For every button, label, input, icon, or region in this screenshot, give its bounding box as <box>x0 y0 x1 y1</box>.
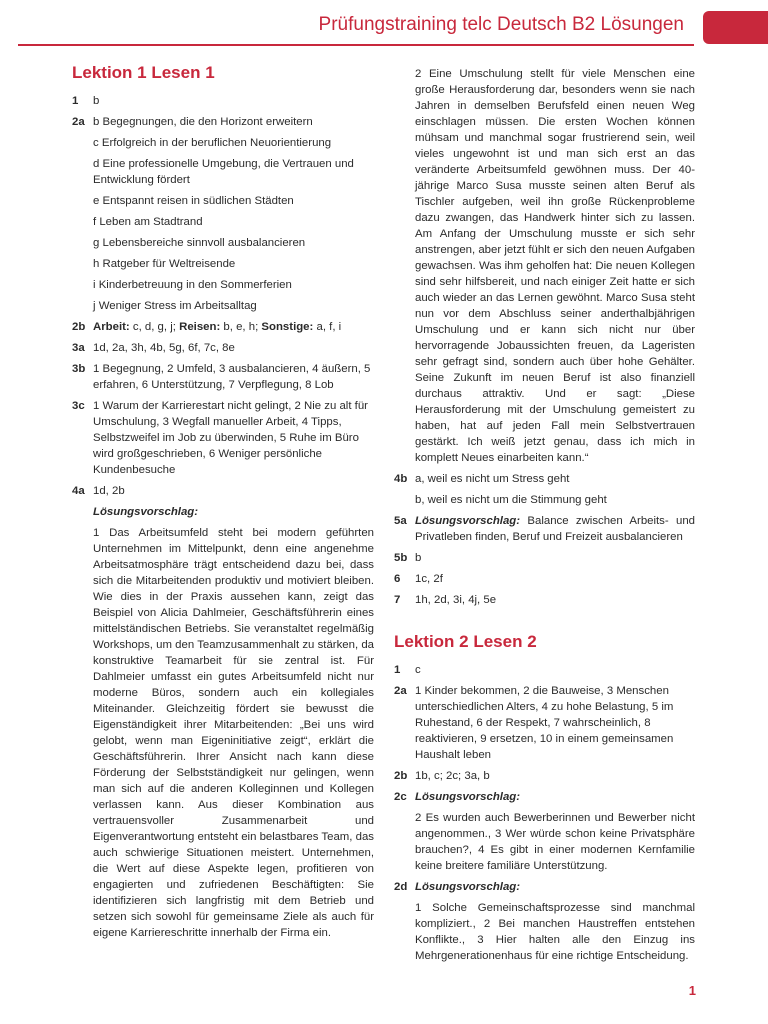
category-answer-sonstige: a, f, i <box>313 321 342 333</box>
exercise-number: 2a <box>72 116 85 128</box>
answer-2a-h: h Ratgeber für Weltreisende <box>93 258 236 270</box>
answer-text: 1 Warum der Karrierestart nicht gelingt, 2 Nie zu alt für Umschulung, 3 Wegfall manueller Arbeit, 4 Tipps, Selbstzweifel im Job zu überwinden, 5 Ruhe im Büro wird großgeschrieben, 6 Weniger persönliche Kundenbesuche <box>93 400 368 476</box>
answer-2a-b: b Begegnungen, die den Horizont erweitern <box>93 116 313 128</box>
page-header-title: Prüfungstraining telc Deutsch B2 Lösungen <box>318 14 684 35</box>
exercise-number: 2c <box>394 791 407 803</box>
exercise-number: 2b <box>394 770 408 782</box>
answer-text: c <box>415 664 421 676</box>
exercise-number: 1 <box>72 95 79 107</box>
answer-2a-i: i Kinderbetreuung in den Sommerferien <box>93 279 292 291</box>
answer-2a-f: f Leben am Stadtrand <box>93 216 203 228</box>
exercise-number: 2d <box>394 881 408 893</box>
category-answer-reisen: b, e, h; <box>220 321 262 333</box>
category-label-sonstige: Sonstige: <box>261 321 314 333</box>
answer-3b <box>72 361 374 393</box>
header-accent-tab <box>703 11 768 44</box>
answer-4b-b: b, weil es nicht um die Stimmung geht <box>415 494 607 506</box>
section-spacer <box>394 613 695 631</box>
header-divider <box>18 44 694 46</box>
exercise-number: 1 <box>394 664 401 676</box>
answer-3c <box>72 398 374 478</box>
answer-2a <box>72 114 374 314</box>
exercise-number: 3c <box>72 400 85 412</box>
answer-text: 1c, 2f <box>415 573 443 585</box>
answer-text: b <box>93 95 100 107</box>
solution-label: Lösungsvorschlag: <box>93 506 199 518</box>
answer-text: b <box>415 552 422 564</box>
answer-l2-2a <box>394 683 695 763</box>
left-column <box>72 62 374 946</box>
answer-7 <box>394 592 695 608</box>
category-answer-arbeit: c, d, g, j; <box>129 321 180 333</box>
answer-text: 1 Begegnung, 2 Umfeld, 3 ausbalancieren, 4 äußern, 5 erfahren, 6 Unterstützung, 7 Verpflegung, 8 Lob <box>93 363 371 391</box>
answer-l2-2b <box>394 768 695 784</box>
exercise-number: 2a <box>394 685 407 697</box>
lesson-1-title: Lektion 1 Lesen 1 <box>72 63 215 82</box>
exercise-number: 3b <box>72 363 86 375</box>
page-number: 1 <box>688 983 696 998</box>
solution-label: Lösungsvorschlag: <box>415 881 521 893</box>
exercise-number: 5a <box>394 515 407 527</box>
exercise-number: 6 <box>394 573 401 585</box>
solution-paragraph: 2 Es wurden auch Bewerberinnen und Bewerber nicht angenommen., 3 Wer würde schon keine Privatsphäre brauchen?, 4 Es gibt in einer modernen Kernfamilie keine breitere familiäre Unterstützung. <box>415 812 695 872</box>
answer-4b <box>394 471 695 508</box>
answer-l2-2d <box>394 879 695 964</box>
exercise-number: 4b <box>394 473 408 485</box>
answer-2a-d: d Eine professionelle Umgebung, die Vertrauen und Entwicklung fördert <box>93 158 354 186</box>
answer-4a <box>72 483 374 941</box>
answer-text: 1h, 2d, 3i, 4j, 5e <box>415 594 497 606</box>
solution-label: Lösungsvorschlag: <box>415 515 521 527</box>
answer-l2-1 <box>394 662 695 678</box>
answer-2b <box>72 319 374 335</box>
answer-l2-2c <box>394 789 695 874</box>
answer-6 <box>394 571 695 587</box>
answer-5a <box>394 513 695 545</box>
answer-1 <box>72 93 374 109</box>
solution-paragraph-2: 2 Eine Umschulung stellt für viele Menschen eine große Herausforderung dar, besonders wenn sie nach Jahren in demselben Berufsfeld einen neuen Weg einschlagen müssen. Die ersten Wochen können mühsam und manchmal sogar frustrierend sein, weil vieles ungewohnt ist und man sich erst an das veränderte Arbeitsumfeld gewöhnen muss. Der 40-jährige Marco Susa musste seinen alten Beruf als Tischler aufgeben, weil ihn große Rückenprobleme dazu zwangen, das Handwerk hinter sich zu lassen. Am Anfang der Umschulung musste er sich sehr anstrengen, aber jetzt fühlt er sich den neuen Aufgaben gewachsen. Was ihm geholfen hat: Die neuen Kollegen sind sehr hilfsbereit, und nach einiger Zeit hatte er sich auch wieder an das Lernen gewöhnt. Marco Susa steht nun vor dem Abschluss seiner anderthalbjährigen Umschulung und er kann sich nicht nur über hervorragende Jobaussichten freuen, da Lageristen sehr gefragt sind, sondern auch über hohe Gehälter. Seine Zukunft im neuen Beruf ist also finanziell durchaus attraktiv. Und er sagt: „Diese Herausforderung mit der Umschulung gemeistert zu haben, hat auf jeden Fall mein Selbstvertrauen gestärkt. Ich weiß jetzt genau, dass ich mich in komplett Neues einarbeiten kann.“ <box>415 68 695 464</box>
solution-paragraph-1: 1 Das Arbeitsumfeld steht bei modern geführten Unternehmen im Mittelpunkt, denn eine angenehme Arbeitsatmosphäre trägt entscheidend dazu bei, dass sich die Mitarbeitenden produktiv und motiviert bleiben. Wie dies in der Praxis aussehen kann, zeigt das Beispiel von Alicia Dahlmeier, Geschäftsführerin eines mittelständischen Betriebs. Sie veranstaltet regelmäßig Workshops, um den Teamzusammenhalt zu stärken, da konstruktive Teamarbeit für sie zentral ist. Für Dahlmeier umfasst ein gutes Arbeitsumfeld nicht nur moderne Büros, sondern auch ein kollegiales Miteinander. Gleichzeitig fördert sie bewusst die Eigenständigkeit ihrer Mitarbeitenden: „Bei uns wird gelobt, wenn man Eigeninitiative zeigt“, erklärt die Geschäftsführerin. Ihrer Ansicht nach kann diese Förderung der Selbstständigkeit nur gelingen, wenn man sich auf die anderen Kolleginnen und Kollegen verlassen kann. Aus dieser Kombination aus vertrauensvoller Zusammenarbeit und Eigenverantwortung entsteht ein belastbares Team, das auch schwierige Situationen meistert. Unternehmen, die Wert auf diese Aspekte legen, profitieren von engagierten und zufriedenen Beschäftigten: Sie identifizieren sich langfristig mit dem Betrieb und setzen sich sowohl für gemeinsame Ziele als auch für eigene Karriereschritte innerhalb der Firma ein. <box>93 527 374 939</box>
exercise-number: 3a <box>72 342 85 354</box>
exercise-number: 7 <box>394 594 401 606</box>
solution-label: Lösungsvorschlag: <box>415 791 521 803</box>
answer-4b-a: a, weil es nicht um Stress geht <box>415 473 570 485</box>
category-label-reisen: Reisen: <box>179 321 221 333</box>
exercise-number: 2b <box>72 321 86 333</box>
category-label-arbeit: Arbeit: <box>93 321 130 333</box>
answer-5b <box>394 550 695 566</box>
lesson-2-title: Lektion 2 Lesen 2 <box>394 632 537 651</box>
answer-2a-g: g Lebensbereiche sinnvoll ausbalancieren <box>93 237 306 249</box>
answer-2a-e: e Entspannt reisen in südlichen Städten <box>93 195 294 207</box>
answer-text: 1d, 2b <box>93 485 125 497</box>
answer-text: 1b, c; 2c; 3a, b <box>415 770 490 782</box>
right-column <box>394 66 695 969</box>
answer-text: Balance zwischen Arbeits- und Privatleben finden, Beruf und Freizeit ausbalancieren <box>415 515 695 543</box>
exercise-number: 5b <box>394 552 408 564</box>
answer-text: 1d, 2a, 3h, 4b, 5g, 6f, 7c, 8e <box>93 342 235 354</box>
answer-2a-j: j Weniger Stress im Arbeitsalltag <box>93 300 257 312</box>
exercise-number: 4a <box>72 485 85 497</box>
answer-3a <box>72 340 374 356</box>
solution-paragraph: 1 Solche Gemeinschaftsprozesse sind manchmal kompliziert., 2 Bei manchen Haustreffen entstehen Konflikte., 3 Hier halten alle den Einzug ins Mehrgenerationenhaus für eine richtige Entscheidung. <box>415 902 695 962</box>
answer-text: 1 Kinder bekommen, 2 die Bauweise, 3 Menschen unterschiedlichen Alters, 4 zu hohe Belastung, 5 im Ruhestand, 6 der Respekt, 7 wahrscheinlich, 8 reaktivieren, 9 ersetzen, 10 in einem gemeinsamen Haushalt leben <box>415 685 674 761</box>
answer-2a-c: c Erfolgreich in der beruflichen Neuorientierung <box>93 137 332 149</box>
